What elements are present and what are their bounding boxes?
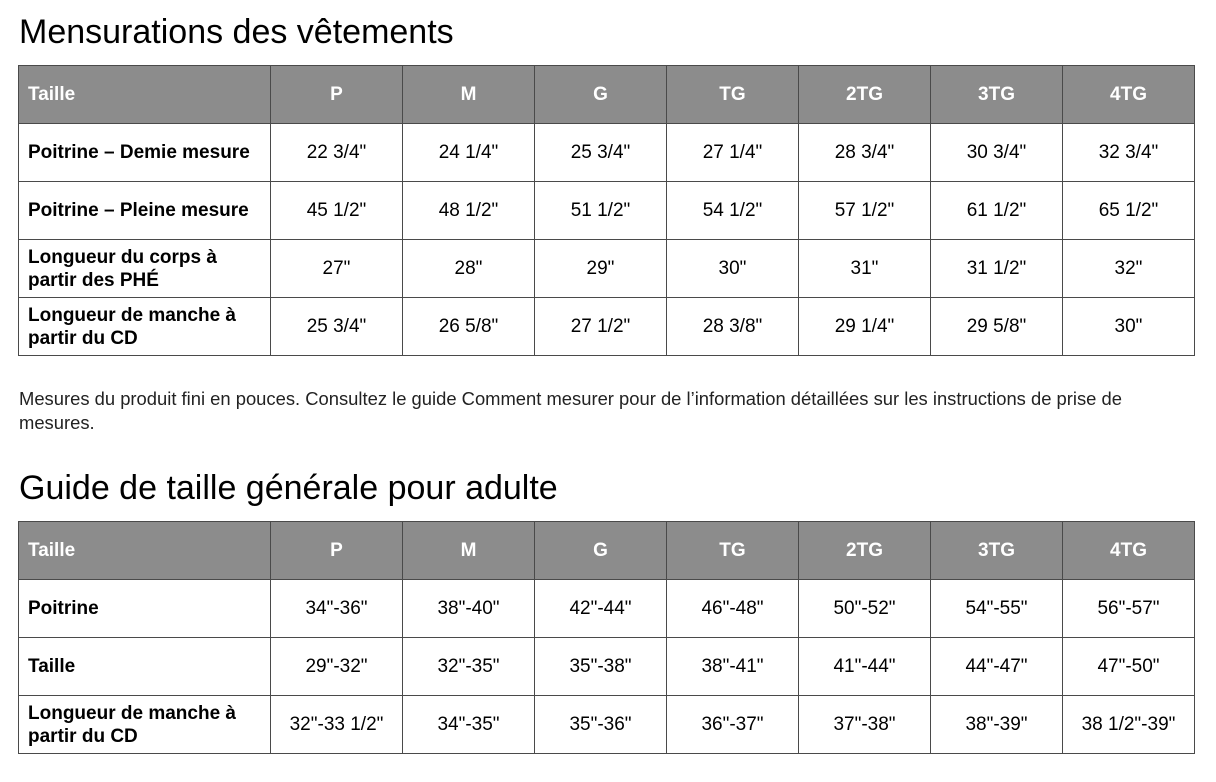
table-row-body-length [19,240,1195,298]
header-size-4tg: 4TG [1063,522,1195,580]
header-size-3tg: 3TG [931,66,1063,124]
general-size-guide-table [18,521,1195,754]
table-cell: 54 1/2" [667,182,799,240]
table-cell: 30" [1063,298,1195,356]
header-size-3tg: 3TG [931,522,1063,580]
table-row-sleeve-length [19,298,1195,356]
header-size-2tg: 2TG [799,66,931,124]
table-cell: 38 1/2"-39" [1063,696,1195,754]
table-cell: 42"-44" [535,580,667,638]
header-size-2tg: 2TG [799,522,931,580]
table-cell: 27" [271,240,403,298]
table-cell: 27 1/2" [535,298,667,356]
table-cell: 32" [1063,240,1195,298]
table-cell: 47"-50" [1063,638,1195,696]
table-cell: 34"-36" [271,580,403,638]
header-size-g: G [535,66,667,124]
table-cell: 30 3/4" [931,124,1063,182]
table-cell: 27 1/4" [667,124,799,182]
table-cell: 25 3/4" [535,124,667,182]
garment-measurements-title: Mensurations des vêtements [19,13,454,51]
table-cell: 28 3/8" [667,298,799,356]
table-cell: 29" [535,240,667,298]
table-cell: 30" [667,240,799,298]
measurement-note: Mesures du produit fini en pouces. Consultez le guide Comment mesurer pour de l’information détaillées sur les instructions de prise de mesures. [19,388,1122,433]
table-cell: 48 1/2" [403,182,535,240]
table-row-chest-full [19,182,1195,240]
row-label: Longueur de manche à partir du CD [19,298,271,356]
row-label: Poitrine [19,580,271,638]
table-cell: 28" [403,240,535,298]
table-cell: 51 1/2" [535,182,667,240]
table-cell: 22 3/4" [271,124,403,182]
table-cell: 32 3/4" [1063,124,1195,182]
table-cell: 29 1/4" [799,298,931,356]
table-row-waist [19,638,1195,696]
table-cell: 24 1/4" [403,124,535,182]
table-cell: 31 1/2" [931,240,1063,298]
table-cell: 29 5/8" [931,298,1063,356]
table-header-row [19,66,1195,124]
row-label: Taille [19,638,271,696]
table-cell: 32"-35" [403,638,535,696]
table-cell: 29"-32" [271,638,403,696]
table-cell: 35"-36" [535,696,667,754]
header-size-tg: TG [667,522,799,580]
row-label: Poitrine – Pleine mesure [19,182,271,240]
header-size-label: Taille [19,66,271,124]
table-cell: 65 1/2" [1063,182,1195,240]
header-size-p: P [271,522,403,580]
header-size-g: G [535,522,667,580]
table-cell: 50"-52" [799,580,931,638]
table-header-row [19,522,1195,580]
table-cell: 56"-57" [1063,580,1195,638]
header-size-tg: TG [667,66,799,124]
table-cell: 37"-38" [799,696,931,754]
header-size-p: P [271,66,403,124]
table-cell: 61 1/2" [931,182,1063,240]
table-cell: 28 3/4" [799,124,931,182]
table-cell: 34"-35" [403,696,535,754]
table-row-chest [19,580,1195,638]
header-size-4tg: 4TG [1063,66,1195,124]
header-size-m: M [403,66,535,124]
table-cell: 32"-33 1/2" [271,696,403,754]
row-label: Longueur de manche à partir du CD [19,696,271,754]
table-cell: 26 5/8" [403,298,535,356]
table-cell: 54"-55" [931,580,1063,638]
table-cell: 57 1/2" [799,182,931,240]
table-cell: 25 3/4" [271,298,403,356]
garment-measurements-table [18,65,1195,356]
header-size-m: M [403,522,535,580]
table-cell: 38"-40" [403,580,535,638]
table-cell: 44"-47" [931,638,1063,696]
table-cell: 38"-39" [931,696,1063,754]
table-cell: 38"-41" [667,638,799,696]
table-cell: 45 1/2" [271,182,403,240]
table-cell: 46"-48" [667,580,799,638]
table-cell: 31" [799,240,931,298]
table-cell: 41"-44" [799,638,931,696]
header-size-label: Taille [19,522,271,580]
general-size-guide-title: Guide de taille générale pour adulte [19,469,558,507]
table-row-chest-half [19,124,1195,182]
table-cell: 35"-38" [535,638,667,696]
row-label: Poitrine – Demie mesure [19,124,271,182]
table-cell: 36"-37" [667,696,799,754]
table-row-sleeve-length [19,696,1195,754]
row-label: Longueur du corps à partir des PHÉ [19,240,271,298]
